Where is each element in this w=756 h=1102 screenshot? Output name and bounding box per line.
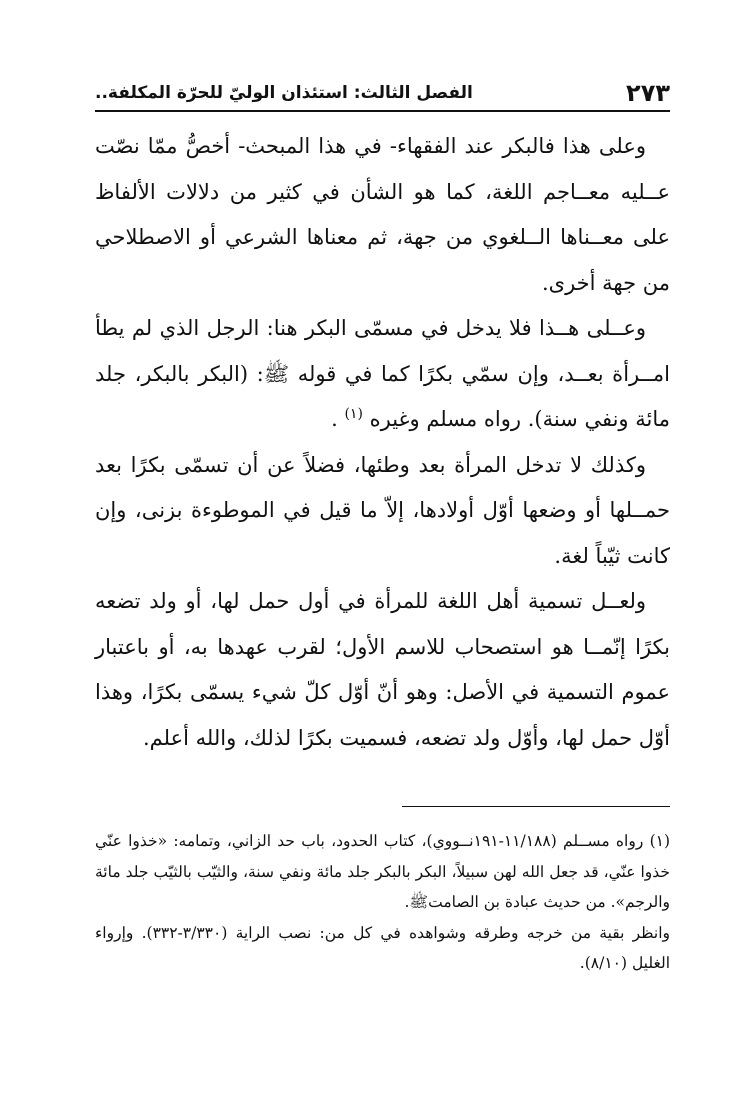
header-rule <box>95 110 670 112</box>
paragraph: ولعــل تسمية أهل اللغة للمرأة في أول حمل لها، أو ولد تضعه بكرًا إنّمــا هو استصحاب للاسم الأول؛ لقرب عهدها به، أو باعتبار عموم التسمية في الأصل: وهو أنّ أوّل كلّ شيء يسمّى بكرًا، وهذا أوّل حمل لها، وأوّل ولد تضعه، فسميت بكرًا لذلك، والله أعلم. <box>95 589 670 750</box>
footnote-separator <box>402 806 670 807</box>
footnote-reference: (١) <box>344 406 363 422</box>
running-header <box>95 78 670 108</box>
paragraph: وعلى هذا فالبكر عند الفقهاء- في هذا المبحث- أخصُّ ممّا نصّت عــليه معــاجم اللغة، كما هو الشأن في كثير من دلالات الألفاظ على معــناها الــلغوي من جهة، ثم معناها الشرعي أو الاصطلاحي من جهة أخرى. <box>95 134 670 295</box>
paragraph-text: وعــلى هــذا فلا يدخل في مسمّى البكر هنا: الرجل الذي لم يطأ امــرأة بعــد، وإن سمّي بكرًا كما في قوله ﷺ: (البكر بالبكر، جلد مائة ونفي سنة). رواه مسلم وغيره <box>95 316 670 431</box>
footnote: (١) رواه مســلم (١١/١٨٨-١٩١نــووي)، كتاب الحدود، باب حد الزاني، وتمامه: «خذوا عنّي خذوا عنّي، قد جعل الله لهن سبيلاً، البكر بالبكر جلد مائة ونفي سنة، والثيّب بالثيّب جلد مائة والرجم». من حديث عبادة بن الصامتﷺ. <box>95 832 671 911</box>
footnote-continuation: وانظر بقية من خرجه وطرقه وشواهده في كل من: نصب الراية (٣/٣٣٠-٣٣٢). وإرواء الغليل (٨/١٠). <box>95 923 671 972</box>
paragraph-end-mark: . <box>331 407 338 431</box>
chapter-title: الفصل الثالث: استئذان الوليّ للحرّة المكلفة.. <box>95 83 473 103</box>
paragraph: وكذلك لا تدخل المرأة بعد وطئها، فضلاً عن أن تسمّى بكرًا بعد حمــلها أو وضعها أوّل أولادها، إلاّ ما قيل في الموطوءة بزنى، وإن كانت ثيّباً لغة. <box>95 452 670 568</box>
book-page <box>95 0 670 1102</box>
footnotes <box>95 826 670 979</box>
page-number: ٢٧٣ <box>626 79 670 107</box>
main-text <box>95 124 670 761</box>
paragraph-with-footnote <box>95 306 670 443</box>
